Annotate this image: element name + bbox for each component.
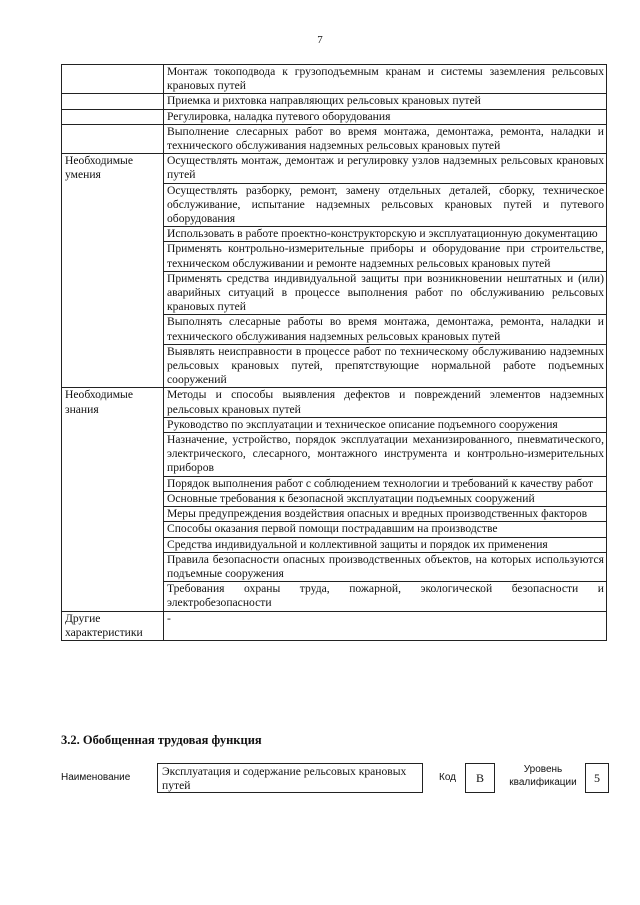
table-cell: Средства индивидуальной и коллективной защиты и порядок их применения: [164, 537, 607, 552]
table-cell: Осуществлять разборку, ремонт, замену отдельных деталей, сборку, техническое обслуживание, испытание надземных рельсовых крановых путей и путевого оборудования: [164, 183, 607, 227]
name-value: Эксплуатация и содержание рельсовых крановых путей: [157, 763, 423, 793]
other-value: -: [164, 611, 607, 640]
empty-label-cell: [62, 94, 164, 109]
table-cell: Применять контрольно-измерительные приборы и оборудование при строительстве, техническом обслуживании и ремонте надземных рельсовых крановых путей: [164, 242, 607, 271]
table-cell: Использовать в работе проектно-конструкторскую и эксплуатационную документацию: [164, 227, 607, 242]
table-row: [62, 94, 607, 109]
table-row: [62, 154, 607, 183]
table-cell: Способы оказания первой помощи пострадавшим на производстве: [164, 522, 607, 537]
table-cell: Выполнение слесарных работ во время монтажа, демонтажа, ремонта, наладки и технического обслуживания надземных рельсовых крановых путей: [164, 124, 607, 153]
skills-label: Необходимые умения: [62, 154, 164, 388]
table-cell: Регулировка, наладка путевого оборудования: [164, 109, 607, 124]
empty-label-cell: [62, 124, 164, 153]
table-cell: Выявлять неисправности в процессе работ по техническому обслуживанию надземных рельсовых крановых путей, препятствующие нормальной работе подъемных сооружений: [164, 344, 607, 388]
table-row: [62, 109, 607, 124]
competency-table: [61, 64, 607, 641]
table-cell: Методы и способы выявления дефектов и повреждений элементов надземных рельсовых крановых путей: [164, 388, 607, 417]
table-row: [62, 611, 607, 640]
code-value: B: [465, 763, 495, 793]
generalized-function-block: [61, 760, 611, 800]
name-label: Наименование: [61, 772, 131, 783]
level-value: 5: [585, 763, 609, 793]
code-label: Код: [439, 772, 457, 783]
section-heading: 3.2. Обобщенная трудовая функция: [61, 733, 262, 747]
table-cell: Выполнять слесарные работы во время монтажа, демонтажа, ремонта, наладки и технического обслуживания надземных рельсовых крановых путей: [164, 315, 607, 344]
table-cell: Приемка и рихтовка направляющих рельсовых крановых путей: [164, 94, 607, 109]
table-cell: Порядок выполнения работ с соблюдением технологии и требований к качеству работ: [164, 476, 607, 491]
table-cell: Руководство по эксплуатации и техническое описание подъемного сооружения: [164, 417, 607, 432]
page-number: 7: [317, 34, 323, 46]
table-row: [62, 388, 607, 417]
table-cell: Применять средства индивидуальной защиты при возникновении нештатных и (или) аварийных ситуаций в процессе выполнения работ по обслуживанию рельсовых крановых путей: [164, 271, 607, 315]
table-cell: Меры предупреждения воздействия опасных и вредных производственных факторов: [164, 507, 607, 522]
empty-label-cell: [62, 65, 164, 94]
table-cell: Назначение, устройство, порядок эксплуатации механизированного, пневматического, электрического, слесарного, монтажного инструмента и контрольно-измерительных приборов: [164, 433, 607, 477]
table-cell: Осуществлять монтаж, демонтаж и регулировку узлов надземных рельсовых крановых путей: [164, 154, 607, 183]
table-cell: Требования охраны труда, пожарной, экологической безопасности и электробезопасности: [164, 582, 607, 611]
table-row: [62, 65, 607, 94]
table-cell: Монтаж токоподвода к грузоподъемным кранам и системы заземления рельсовых крановых путей: [164, 65, 607, 94]
other-label: Другие характеристики: [62, 611, 164, 640]
knowledge-label: Необходимые знания: [62, 388, 164, 611]
table-row: [62, 124, 607, 153]
table-cell: Основные требования к безопасной эксплуатации подъемных сооружений: [164, 491, 607, 506]
empty-label-cell: [62, 109, 164, 124]
table-cell: Правила безопасности опасных производственных объектов, на которых используются подъемные сооружения: [164, 552, 607, 581]
level-label: Уровень квалификации: [509, 764, 577, 788]
